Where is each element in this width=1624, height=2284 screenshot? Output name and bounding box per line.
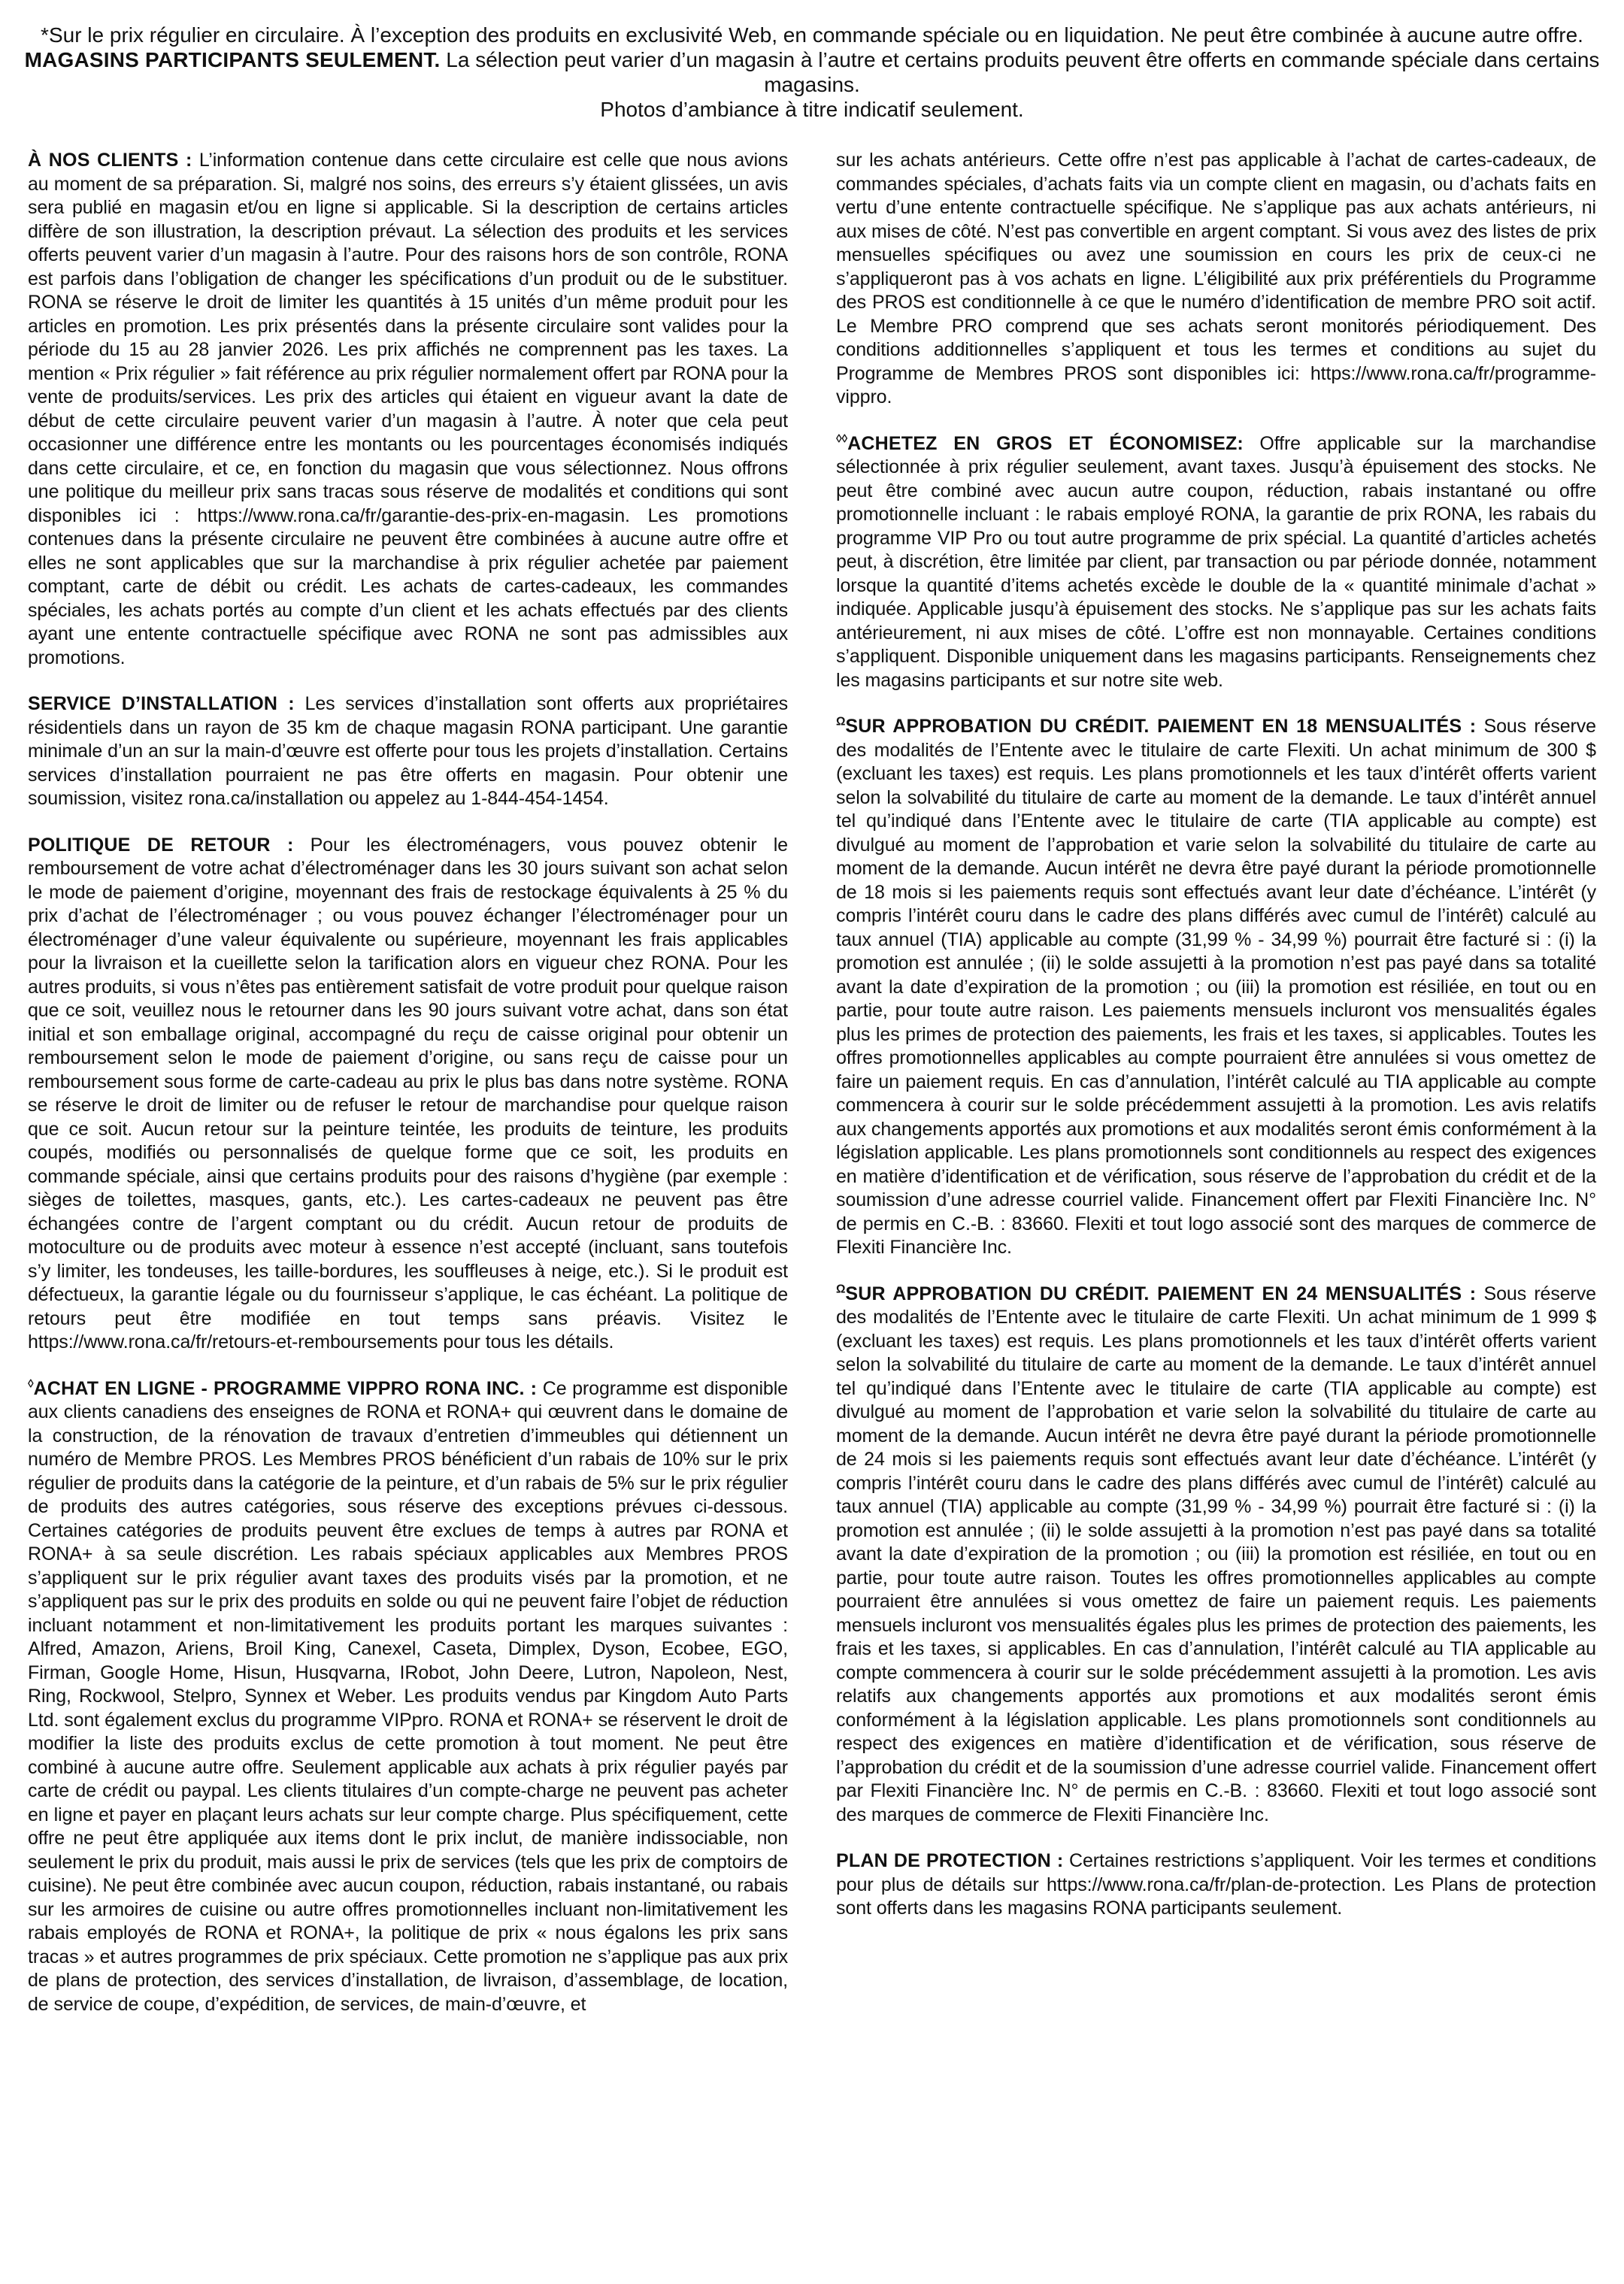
legal-text-columns [0,122,1624,2039]
paragraph-credit-24-mensualites [836,1283,1596,1828]
paragraph-service-installation [28,692,788,811]
header-line-price-note [0,23,1624,47]
page-header [0,0,1624,122]
heading-plan-de-protection: PLAN DE PROTECTION : [836,1850,1064,1871]
paragraph-politique-retour [28,834,788,1355]
heading-achetez-en-gros: ACHETEZ EN GROS ET ÉCONOMISEZ: [847,432,1244,454]
paragraph-credit-18-mensualites [836,715,1596,1260]
header-line2-rest-text: La sélection peut varier d’un magasin à l’autre et certains produits peuvent être offerts en commande spéciale dans certains magasins. [446,48,1600,96]
text-politique-retour: Pour les électroménagers, vous pouvez obtenir le remboursement de votre achat d’électroménager dans les 30 jours suivant son achat selon le mode de paiement d’origine, moyennant des frais de restockage équivalents à 25 % du prix d’achat de l’électroménager ; ou vous pouvez échanger l’électroménager pour un électroménager d’une valeur équivalente ou supérieure, moyennant les frais applicables pour la livraison et la cueillette selon la tarification alors en vigueur chez RONA. Pour les autres produits, si vous n’êtes pas entièrement satisfait de votre produit pour quelque raison que ce soit, veuillez nous le retourner dans les 90 jours suivant votre achat, dans son état initial et son emballage original, accompagné du reçu de caisse original pour obtenir un remboursement selon le mode de paiement d’origine, ou sans reçu de caisse pour un remboursement sous forme de carte-cadeau au prix le plus bas dans notre système. RONA se réserve le droit de limiter ou de refuser le retour de marchandise pour quelque raison que ce soit. Aucun retour sur la peinture teintée, les produits de teinture, les produits coupés, modifiés ou personnalisés de quelque forme que ce soit, les produits en commande spéciale, ainsi que certains produits pour des raisons d’hygiène (par exemple : sièges de toilettes, masques, gants, etc.). Les cartes-cadeaux ne peuvent pas être échangées contre de l’argent comptant ou du crédit. Aucun retour de produits de motoculture ou de produits avec moteur à essence n’est accepté (incluant, sans toutefois s’y limiter, les tondeuses, les taille-bordures, les souffleuses à neige, etc.). Si le produit est défectueux, la garantie légale ou du fournisseur s’applique, le cas échéant. La politique de retours peut être modifiée en tout temps sans préavis. Visitez le https://www.rona.ca/fr/retours-et-remboursements pour tous les détails. [28,834,788,1353]
footnote-marker-omega: Ω [836,1283,846,1296]
header-line-participating-stores [0,47,1624,97]
footnote-marker-omega: Ω [836,715,846,729]
right-column [836,149,1596,2039]
paragraph-plan-de-protection [836,1849,1596,1921]
paragraph-achetez-en-gros [836,432,1596,693]
paragraph-vippro-continuation [836,149,1596,410]
footnote-marker-double-diamond: ◊◊ [836,432,848,446]
footnote-marker-diamond: ◊ [28,1377,34,1391]
heading-credit-18-mensualites: SUR APPROBATION DU CRÉDIT. PAIEMENT EN 18 MENSUALITÉS : [845,716,1477,737]
heading-a-nos-clients: À NOS CLIENTS : [28,150,192,171]
header-line2-bold-text: MAGASINS PARTICIPANTS SEULEMENT. [24,48,441,71]
text-a-nos-clients: L’information contenue dans cette circulaire est celle que nous avions au moment de sa préparation. Si, malgré nos soins, des erreurs s’y étaient glissées, un avis sera publié en magasin et/ou en ligne si applicable. Si la description de certains articles diffère de son illustration, la description prévaut. La sélection des produits et les services offerts peuvent varier d’un magasin à l’autre. Pour des raisons hors de son contrôle, RONA est parfois dans l’obligation de changer les spécifications d’un produit ou de le substituer. RONA se réserve le droit de limiter les quantités à 15 unités d’un même produit pour les articles en promotion. Les prix présentés dans la présente circulaire sont valides pour la période du 15 au 28 janvier 2026. Les prix affichés ne comprennent pas les taxes. La mention « Prix régulier » fait référence au prix régulier normalement offert par RONA pour la vente de produits/services. Les prix des articles qui étaient en vigueur avant la date de début de cette circulaire peuvent varier d’un magasin à l’autre. À noter que cela peut occasionner une différence entre les montants ou les pourcentages économisés indiqués dans cette circulaire, et ce, en fonction du magasin que vous sélectionnez. Nous offrons une politique du meilleur prix sans tracas sous réserve de modalités et conditions qui sont disponibles ici : https://www.rona.ca/fr/garantie-des-prix-en-magasin. Les promotions contenues dans la présente circulaire ne peuvent être combinées à aucune autre offre et elles ne sont applicables que sur la marchandise à prix régulier achetée par paiement comptant, carte de débit ou crédit. Les achats de cartes-cadeaux, les commandes spéciales, les achats portés au compte d’un client et les achats effectués par des clients ayant une entente contractuelle spécifique avec RONA ne sont pas admissibles aux promotions. [28,150,788,668]
header-line3-text: Photos d’ambiance à titre indicatif seulement. [600,98,1024,121]
text-achetez-en-gros: Offre applicable sur la marchandise sélectionnée à prix régulier seulement, avant taxes. Jusqu’à épuisement des stocks. Ne peut être combiné avec aucun autre coupon, réduction, rabais instantané ou offre promotionnelle incluant : le rabais employé RONA, la garantie de prix RONA, les rabais du programme VIP Pro ou tout autre programme de prix spécial. La quantité d’articles achetés peut, à discrétion, être limitée par client, par transaction ou par période donnée, notamment lorsque la quantité d’items achetés excède le double de la « quantité minimale d’achat » indiquée. Applicable jusqu’à épuisement des stocks. Ne s’applique pas sur les achats faits antérieurement, ni aux mises de côté. L’offre est non monnayable. Certaines conditions s’appliquent. Disponible uniquement dans les magasins participants. Renseignements chez les magasins participants et sur notre site web. [836,432,1596,691]
left-column [28,149,788,2039]
header-line1-text: *Sur le prix régulier en circulaire. À l’exception des produits en exclusivité Web, en commande spéciale ou en liquidation. Ne peut être combinée à aucune autre offre. [41,23,1583,47]
paragraph-achat-en-ligne-vippro [28,1377,788,2017]
text-credit-24-mensualites: Sous réserve des modalités de l’Entente avec le titulaire de carte Flexiti. Un achat minimum de 1 999 $ (excluant les taxes) est requis. Les plans promotionnels et les taux d’intérêt offerts varient selon la solvabilité du titulaire de carte au moment de la demande. Le taux d’intérêt annuel tel qu’indiqué dans l’Entente avec le titulaire de carte (TIA applicable au compte) est divulgué au moment de l’approbation et varie selon la solvabilité du titulaire de carte au moment de la demande. Aucun intérêt ne devra être payé durant la période promotionnelle de 24 mois si les paiements requis sont effectués avant leur date d’échéance. L’intérêt (y compris l’intérêt couru dans le cadre des plans différés avec cumul de l’intérêt) calculé au taux annuel (TIA) applicable au compte (31,99 % - 34,99 %) pourrait être facturé si : (i) la promotion est annulée ; (ii) le solde assujetti à la promotion n’est pas payé dans sa totalité avant la date d’expiration de la promotion ; ou (iii) la promotion est résiliée, en tout ou en partie, pour toute autre raison. Toutes les offres promotionnelles applicables au compte pourraient être annulées si vous omettez de faire un paiement requis. Les paiements mensuels incluront vos mensualités égales plus les primes de protection des paiements, les frais et les taxes, si applicables. En cas d’annulation, l’intérêt calculé au TIA applicable au compte commencera à courir sur le solde précédemment assujetti à la promotion. Les avis relatifs aux changements apportés aux promotions et aux modalités seront émis conformément à la législation applicable. Les plans promotionnels sont conditionnels au respect des exigences en matière d’identification et de vérification, sous réserve de l’approbation du crédit et de la soumission d’une adresse courriel valide. Financement offert par Flexiti Financière Inc. N° de permis en C.-B. : 83660. Flexiti et tout logo associé sont des marques de commerce de Flexiti Financière Inc. [836,1283,1596,1825]
heading-achat-en-ligne-vippro: ACHAT EN LIGNE - PROGRAMME VIPPRO RONA INC. : [33,1377,538,1399]
text-credit-18-mensualites: Sous réserve des modalités de l’Entente avec le titulaire de carte Flexiti. Un achat minimum de 300 $ (excluant les taxes) est requis. Les plans promotionnels et les taux d’intérêt offerts varient selon la solvabilité du titulaire de carte au moment de la demande. Le taux d’intérêt annuel tel qu’indiqué dans l’Entente avec le titulaire de carte (TIA applicable au compte) est divulgué au moment de l’approbation et varie selon la solvabilité du titulaire de carte au moment de la demande. Aucun intérêt ne devra être payé durant la période promotionnelle de 18 mois si les paiements requis sont effectués avant leur date d’échéance. L’intérêt (y compris l’intérêt couru dans le cadre des plans différés avec cumul de l’intérêt) calculé au taux annuel (TIA) applicable au compte (31,99 % - 34,99 %) pourrait être facturé si : (i) la promotion est annulée ; (ii) le solde assujetti à la promotion n’est pas payé dans sa totalité avant la date d’expiration de la promotion ; ou (iii) la promotion est résiliée, en tout ou en partie, pour toute autre raison. Les paiements mensuels incluront vos mensualités égales plus les primes de protection des paiements, les frais et les taxes, si applicables. Toutes les offres promotionnelles applicables au compte pourraient être annulées si vous omettez de faire un paiement requis. En cas d’annulation, l’intérêt calculé au TIA applicable au compte commencera à courir sur le solde précédemment assujetti à la promotion. Les avis relatifs aux changements apportés aux promotions et aux modalités seront émis conformément à la législation applicable. Les plans promotionnels sont conditionnels au respect des exigences en matière d’identification et de vérification, sous réserve de l’approbation du crédit et de la soumission d’une adresse courriel valide. Financement offert par Flexiti Financière Inc. N° de permis en C.-B. : 83660. Flexiti et tout logo associé sont des marques de commerce de Flexiti Financière Inc. [836,716,1596,1258]
heading-credit-24-mensualites: SUR APPROBATION DU CRÉDIT. PAIEMENT EN 24 MENSUALITÉS : [845,1283,1477,1304]
heading-politique-retour: POLITIQUE DE RETOUR : [28,834,294,856]
paragraph-a-nos-clients [28,149,788,670]
text-vippro-continuation: sur les achats antérieurs. Cette offre n’est pas applicable à l’achat de cartes-cadeaux, de commandes spéciales, d’achats faits via un compte client en magasin, ou d’achats faits en vertu d’une entente contractuelle spécifique. Ne s’applique pas aux achats antérieurs, ni aux mises de côté. N’est pas convertible en argent comptant. Si vous avez des listes de prix mensuelles spécifiques ou avez une soumission en cours les prix de ceux-ci ne s’appliqueront pas à vos achats en ligne. L’éligibilité aux prix préférentiels du Programme des PROS est conditionnelle à ce que le numéro d’identification de membre PRO soit actif. Le Membre PRO comprend que ses achats seront monitorés périodiquement. Des conditions additionnelles s’appliquent et tous les termes et conditions au sujet du Programme de Membres PROS sont disponibles ici: https://www.rona.ca/fr/programme-vippro. [836,150,1596,407]
text-service-installation: Les services d’installation sont offerts aux propriétaires résidentiels dans un rayon de 35 km de chaque magasin RONA participant. Une garantie minimale d’un an sur la main-d’œuvre est offerte pour tous les projets d’installation. Certains services d’installation pourraient ne pas être offerts en magasin. Pour obtenir une soumission, visitez rona.ca/installation ou appelez au 1-844-454-1454. [28,693,788,809]
heading-service-installation: SERVICE D’INSTALLATION : [28,693,295,714]
text-plan-de-protection: Certaines restrictions s’appliquent. Voir les termes et conditions pour plus de détails sur https://www.rona.ca/fr/plan-de-protection. Les Plans de protection sont offerts dans les magasins RONA participants seulement. [836,1850,1596,1919]
header-line-photos-note [0,97,1624,122]
text-achat-en-ligne-vippro: Ce programme est disponible aux clients canadiens des enseignes de RONA et RONA+ qui œuvrent dans le domaine de la construction, de la rénovation de travaux d’entretien d’immeubles qui détiennent un numéro de Membre PROS. Les Membres PROS bénéficient d’un rabais de 10% sur le prix régulier de produits dans la catégorie de la peinture, et d’un rabais de 5% sur le prix régulier de produits des autres catégories, sous réserve des exceptions prévues ci-dessous. Certaines catégories de produits peuvent être exclues de temps à autres par RONA et RONA+ à sa seule discrétion. Les rabais spéciaux applicables aux Membres PROS s’appliquent sur le prix régulier avant taxes des produits visés par la promotion, et ne s’appliquent pas sur le prix des produits en solde ou qui ne peuvent faire l’objet de réduction incluant notamment et non-limitativement les produits portant les marques suivantes : Alfred, Amazon, Ariens, Broil King, Canexel, Caseta, Dimplex, Dyson, Ecobee, EGO, Firman, Google Home, Hisun, Husqvarna, IRobot, John Deere, Lutron, Napoleon, Nest, Ring, Rockwool, Stelpro, Synnex et Weber. Les produits vendus par Kingdom Auto Parts Ltd. sont également exclus du programme VIPpro. RONA et RONA+ se réservent le droit de modifier la liste des produits exclus de cette promotion à tout moment. Ne peut être combiné à aucune autre offre. Seulement applicable aux achats à prix régulier payés par carte de crédit ou paypal. Les clients titulaires d’un compte-charge ne peuvent pas acheter en ligne et payer en plaçant leurs achats sur leur compte charge. Plus spécifiquement, cette offre ne peut être appliquée aux items dont le prix inclut, de manière indissociable, non seulement le prix du produit, mais aussi le prix de services (tels que les prix de comptoirs de cuisine). Ne peut être combinée avec aucun coupon, réduction, rabais instantané, ou rabais sur les armoires de cuisine ou autre offres promotionnelles incluant non-limitativement les rabais employés de RONA et RONA+, la politique de prix « nous égalons les prix sans tracas » et autres programmes de prix spéciaux. Cette promotion ne s’applique pas aux prix de plans de protection, des services d’installation, de livraison, d’assemblage, de location, de service de coupe, d’expédition, de services, de main-d’œuvre, et [28,1377,788,2015]
